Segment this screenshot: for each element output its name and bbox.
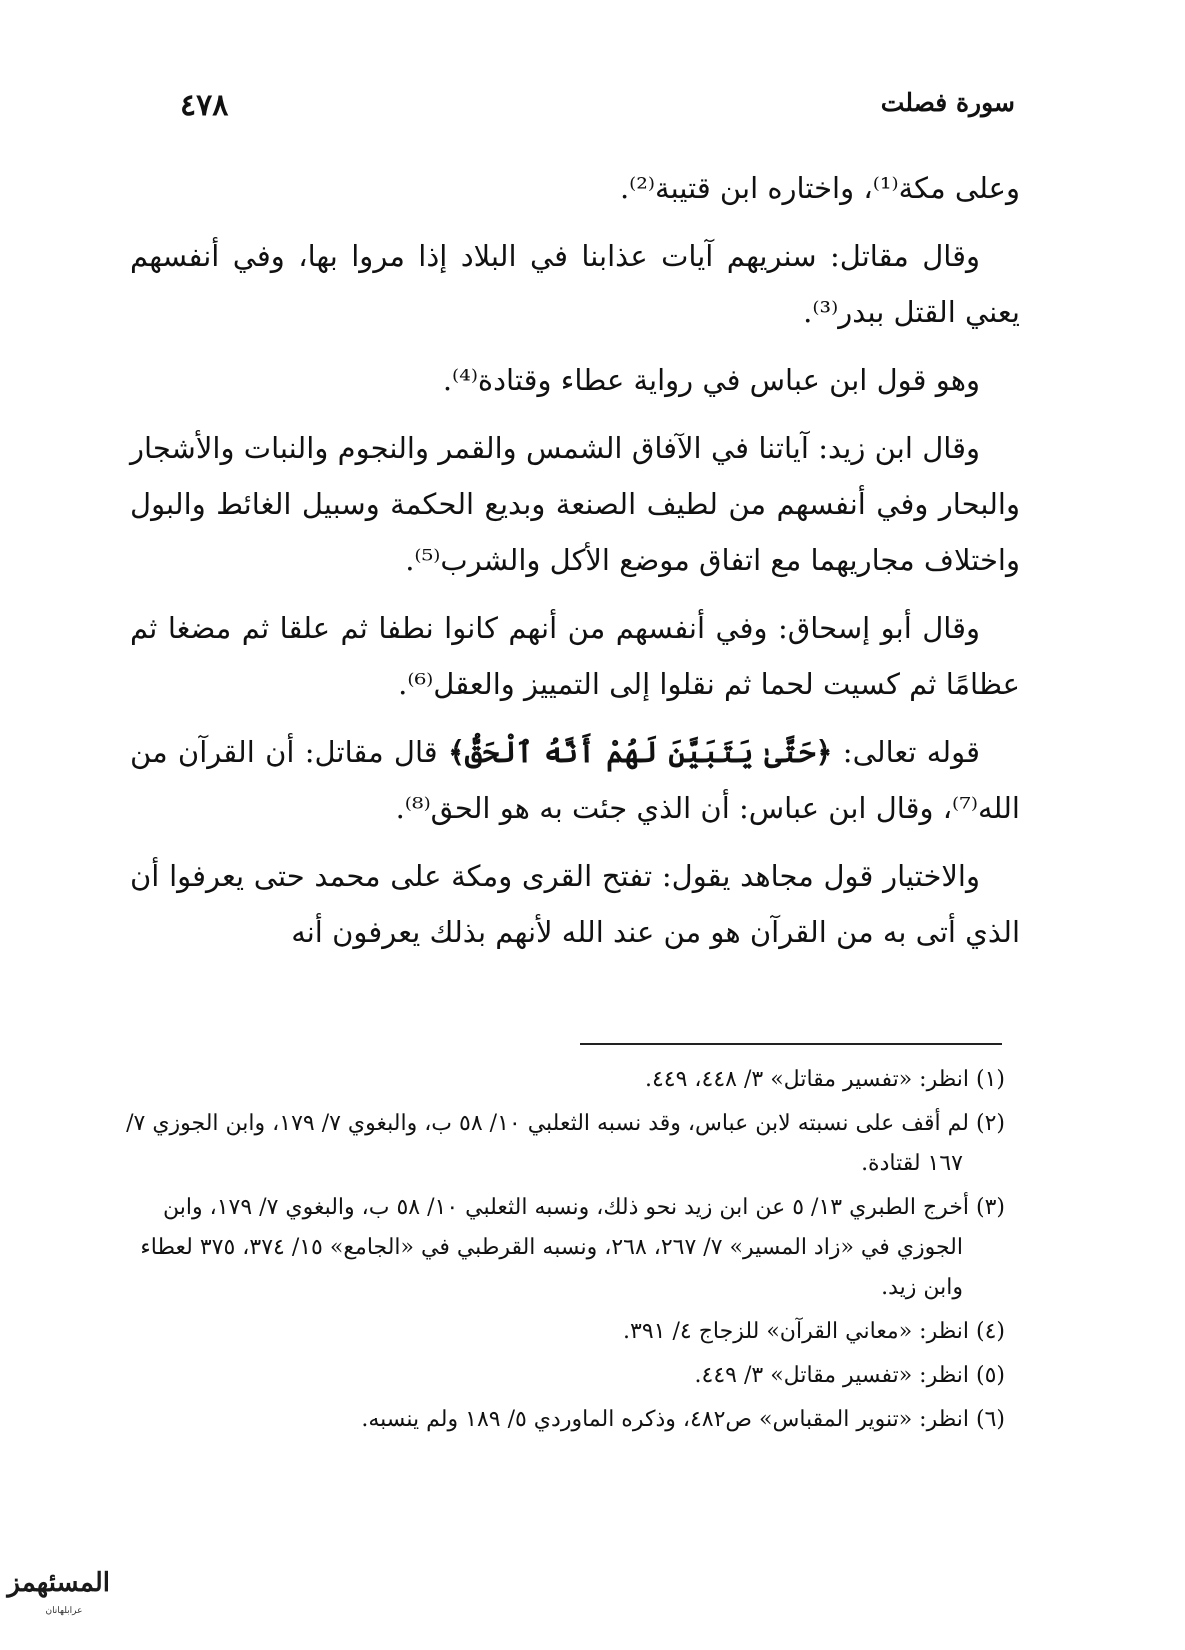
quran-verse: ﴿حَتَّىٰ يَتَبَيَّنَ لَهُمْ أَنَّهُ ٱلْحَقُّ﴾ [447, 735, 833, 769]
paragraph: وعلى مكة⁽¹⁾، واختاره ابن قتيبة⁽²⁾. [619, 171, 1020, 205]
paragraph: وقال مقاتل: سنريهم آيات عذابنا في البلاد إذا مروا بها، وفي أنفسهم يعني القتل ببدر⁽³⁾. [130, 239, 1020, 329]
footnotes [110, 1060, 1005, 1444]
main-text [130, 160, 1020, 972]
footnote: (٦) انظر: «تنوير المقباس» ص٤٨٢، وذكره الماوردي ٥/ ١٨٩ ولم ينسبه. [361, 1407, 1005, 1432]
footnote: (٣) أخرج الطبري ١٣/ ٥ عن ابن زيد نحو ذلك، ونسبه الثعلبي ١٠/ ٥٨ ب، والبغوي ٧/ ١٧٩، وابن الجوزي في «زاد المسير» ٧/ ٢٦٧، ٢٦٨، ونسبه القرطبي في «الجامع» ١٥/ ٣٧٤، ٣٧٥ لعطاء وابن زيد. [140, 1195, 1005, 1300]
paragraph: وهو قول ابن عباس في رواية عطاء وقتادة⁽⁴⁾. [442, 363, 980, 397]
stamp-title: المسئهمز [7, 1568, 110, 1598]
footnote: (٤) انظر: «معاني القرآن» للزجاج ٤/ ٣٩١. [623, 1319, 1005, 1344]
verse-paragraph [130, 724, 1020, 836]
paragraph: والاختيار قول مجاهد يقول: تفتح القرى ومكة على محمد حتى يعرفوا أن الذي أتى به من القرآن هو من عند الله لأنهم بذلك يعرفون أنه [130, 859, 1020, 949]
verse-intro: قوله تعالى: [832, 735, 980, 769]
stamp-subtitle: عرابلهانان [45, 1606, 83, 1616]
paragraph: وقال ابن زيد: آياتنا في الآفاق الشمس والقمر والنجوم والنبات والأشجار والبحار وفي أنفسهم من لطيف الصنعة وبديع الحكمة وسبيل الغائط والبول واختلاف مجاريهما مع اتفاق موضع الأكل والشرب⁽⁵⁾. [130, 431, 1020, 577]
page-number: ٤٧٨ [180, 88, 229, 123]
page-header [180, 88, 1015, 138]
footnote-divider [580, 1043, 1002, 1045]
footnote: (٢) لم أقف على نسبته لابن عباس، وقد نسبه الثعلبي ١٠/ ٥٨ ب، والبغوي ٧/ ١٧٩، وابن الجوزي ٧/ ١٦٧ لقتادة. [126, 1111, 1005, 1176]
paragraph: وقال أبو إسحاق: وفي أنفسهم من أنهم كانوا نطفا ثم علقا ثم مضغا ثم عظامًا ثم كسيت لحما ثم نقلوا إلى التمييز والعقل⁽⁶⁾. [130, 611, 1020, 701]
library-stamp-logo [7, 1566, 110, 1624]
verse-commentary: قال مقاتل: أن القرآن من الله⁽⁷⁾، وقال ابن عباس: أن الذي جئت به هو الحق⁽⁸⁾. [130, 735, 1020, 825]
footnote: (٥) انظر: «تفسير مقاتل» ٣/ ٤٤٩. [694, 1363, 1005, 1388]
surah-name: سورة فصلت [880, 88, 1015, 117]
footnote: (١) انظر: «تفسير مقاتل» ٣/ ٤٤٨، ٤٤٩. [644, 1067, 1005, 1092]
